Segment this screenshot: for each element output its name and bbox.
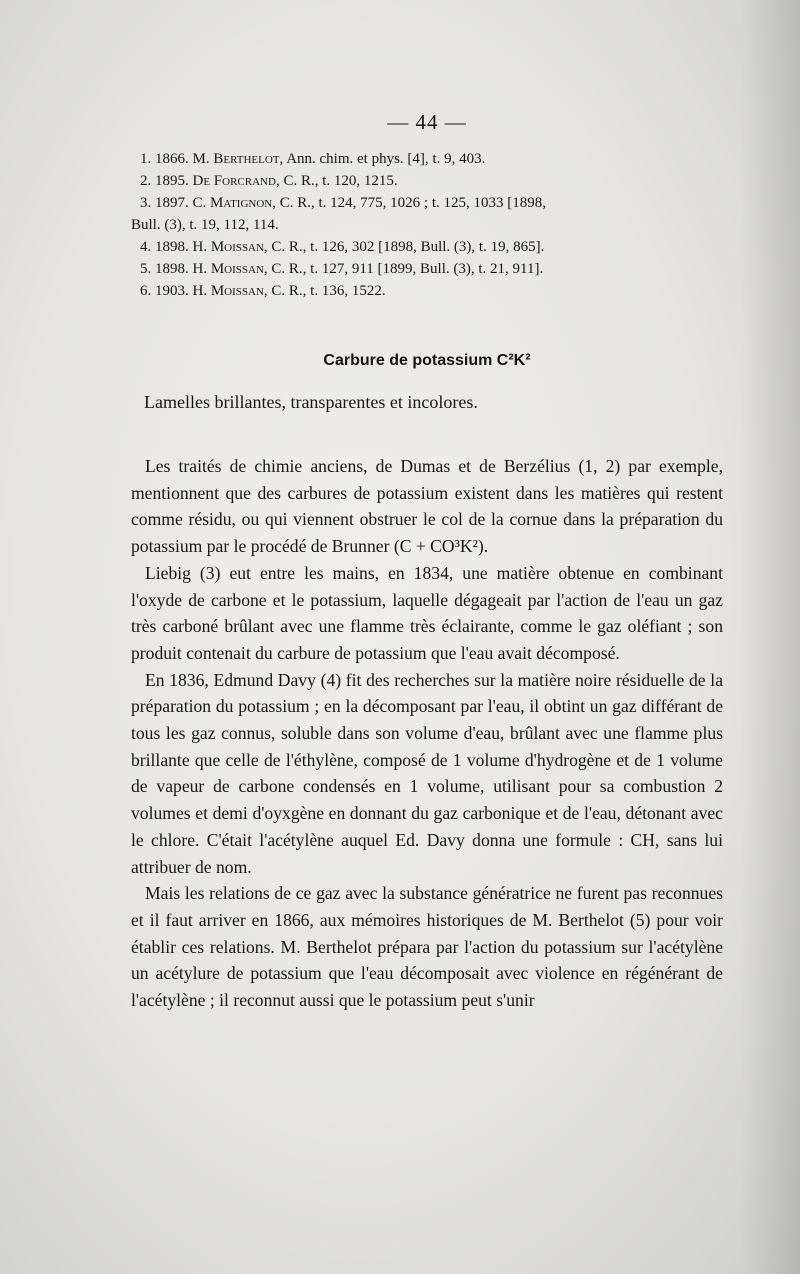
reference-item: 5. 1898. H. Moissan, C. R., t. 127, 911 [1899, Bull. (3), t. 21, 911].: [140, 261, 544, 277]
paragraph: En 1836, Edmund Davy (4) fit des recherches sur la matière noire résiduelle de la préparation du potassium ; en la décomposant par l'eau, il obtint un gaz différant de tous les gaz connus, soluble dans son volume d'eau, brûlant avec une flamme plus brillante que celle de l'éthylène, composé de 1 volume d'hydrogène et de 1 volume de vapeur de carbone condensés en 1 volume, utilisant pour sa combustion 2 volumes et demi d'oyxgène en donnant du gaz carbonique et de l'eau, détonant avec le chlore. C'était l'acétylène auquel Ed. Davy donna une formule : CH, sans lui attribuer de nom.: [131, 669, 723, 877]
section-heading: Carbure de potassium C²K²: [323, 352, 531, 369]
reference-item: 1. 1866. M. Berthelot, Ann. chim. et phys. [4], t. 9, 403.: [140, 151, 486, 167]
body-text: [131, 453, 723, 1014]
reference-list: [131, 148, 723, 302]
paragraph: Les traités de chimie anciens, de Dumas et de Berzélius (1, 2) par exemple, mentionnent que des carbures de potassium existent dans les matières qui restent comme résidu, ou qui viennent obstruer le col de la cornue dans la préparation du potassium par le procédé de Brunner (C + CO³K²).: [131, 456, 723, 557]
reference-item: 6. 1903. H. Moissan, C. R., t. 136, 1522.: [140, 283, 386, 299]
paragraph: Mais les relations de ce gaz avec la substance génératrice ne furent pas reconnues et il faut arriver en 1866, aux mémoires historiques de M. Berthelot (5) pour voir établir ces relations. M. Berthelot prépara par l'action du potassium sur l'acétylène un acétylure de potassium que l'eau décomposait avec violence en régénérant de l'acétylène ; il reconnut aussi que le potassium peut s'unir: [131, 883, 723, 1011]
reference-item: 2. 1895. De Forcrand, C. R., t. 120, 1215.: [140, 173, 398, 189]
reference-item: 3. 1897. C. Matignon, C. R., t. 124, 775, 1026 ; t. 125, 1033 [1898,: [140, 195, 547, 211]
reference-item-continuation: Bull. (3), t. 19, 112, 114.: [131, 217, 279, 233]
page-number: — 44 —: [387, 110, 467, 134]
paragraph: Liebig (3) eut entre les mains, en 1834, une matière obtenue en combinant l'oxyde de carbone et le potassium, laquelle dégageait par l'action de l'eau un gaz très carboné brûlant avec une flamme très éclairante, comme le gaz oléfiant ; son produit contenait du carbure de potassium que l'eau avait décomposé.: [131, 562, 723, 663]
page-edge-shadow: [740, 0, 800, 1274]
section-subtitle: Lamelles brillantes, transparentes et incolores.: [144, 392, 478, 412]
reference-item: 4. 1898. H. Moissan, C. R., t. 126, 302 [1898, Bull. (3), t. 19, 865].: [140, 239, 545, 255]
